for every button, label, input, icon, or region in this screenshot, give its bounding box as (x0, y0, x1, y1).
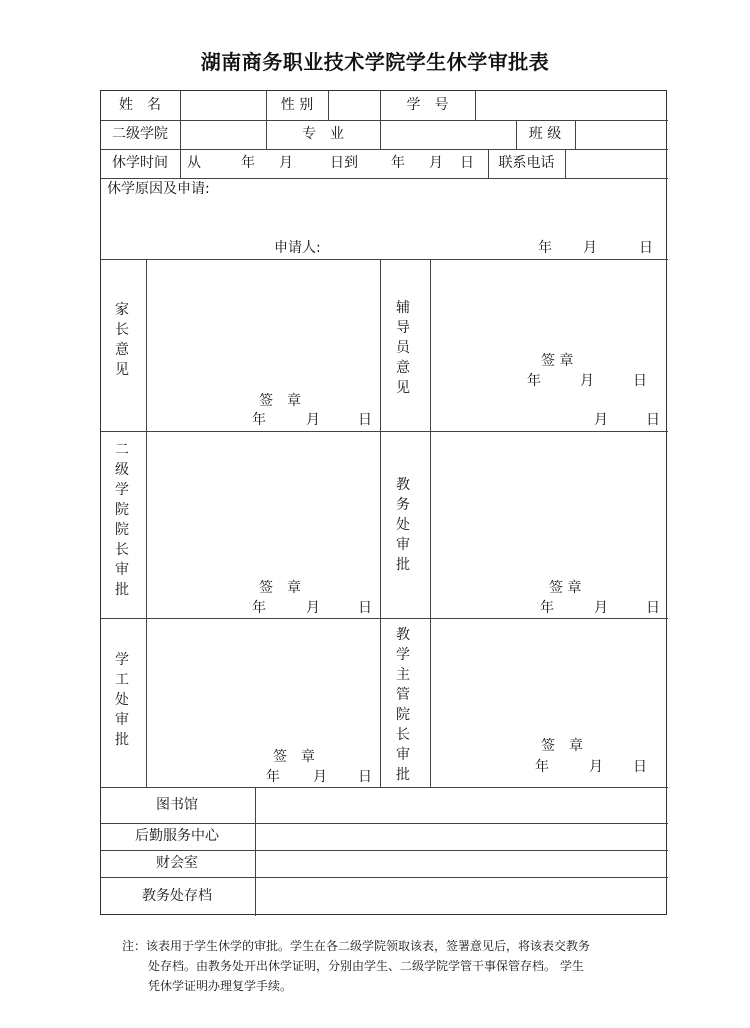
text-month-2: 月 (429, 155, 443, 171)
text-day-to: 日到 (330, 155, 358, 171)
label-name: 姓 名 (119, 97, 161, 113)
vp-year: 年 (535, 759, 549, 775)
label-reason: 休学原因及申请: (107, 181, 210, 197)
footnote (122, 936, 642, 996)
counselor-sign: 签 章 (541, 353, 574, 369)
class-field[interactable] (576, 120, 666, 148)
parent-day: 日 (358, 412, 372, 428)
text-day-2: 日 (460, 155, 474, 171)
dean-month: 月 (306, 600, 320, 616)
academic-month: 月 (594, 600, 608, 616)
label-gender: 性 别 (280, 97, 314, 113)
counselor-month-2: 月 (594, 412, 608, 428)
counselor-day-2: 日 (646, 412, 660, 428)
vp-month: 月 (589, 759, 603, 775)
vp-day: 日 (633, 759, 647, 775)
label-college: 二级学院 (112, 126, 168, 142)
section-student-affairs-label: 学工处审批 (115, 652, 129, 748)
counselor-day: 日 (633, 373, 647, 389)
major-field[interactable] (380, 120, 515, 148)
label-applicant: 申请人: (274, 240, 321, 256)
vp-sign: 签 章 (541, 738, 583, 754)
text-year: 年 (241, 155, 255, 171)
reason-day: 日 (639, 240, 653, 256)
student-affairs-month: 月 (313, 769, 327, 785)
parent-month: 月 (306, 412, 320, 428)
academic-day: 日 (646, 600, 660, 616)
library-field[interactable] (256, 788, 666, 822)
academic-sign: 签 章 (549, 580, 582, 596)
row-divider (101, 178, 668, 179)
student-affairs-sign: 签 章 (273, 749, 315, 765)
label-phone: 联系电话 (498, 155, 555, 171)
section-dean-label: 二级学院院长审批 (115, 442, 129, 598)
counselor-opinion-field[interactable] (431, 260, 666, 428)
parent-sign: 签 章 (259, 393, 301, 409)
reason-month: 月 (583, 240, 597, 256)
student-no-field[interactable] (476, 91, 666, 119)
student-affairs-day: 日 (358, 769, 372, 785)
label-student-no: 学 号 (406, 97, 449, 113)
student-affairs-approval-field[interactable] (147, 619, 379, 785)
archive-field[interactable] (256, 877, 666, 914)
section-counselor-label: 辅导员意见 (396, 300, 410, 396)
footnote-line-3: 凭休学证明办理复学手续。 (148, 979, 293, 993)
reason-textarea[interactable] (104, 200, 664, 234)
phone-field[interactable] (566, 149, 666, 177)
section-academic-label: 教务处审批 (396, 477, 410, 573)
label-period: 休学时间 (112, 155, 168, 171)
counselor-month: 月 (580, 373, 594, 389)
parent-year: 年 (252, 412, 266, 428)
footnote-line-2: 处存档。由教务处开出休学证明，分别由学生、二级学院学管干事保管存档。 学生 (148, 959, 584, 973)
dean-year: 年 (252, 600, 266, 616)
section-parent-label: 家长意见 (115, 302, 129, 378)
label-major: 专 业 (302, 126, 344, 142)
name-field[interactable] (181, 91, 266, 119)
label-library: 图书馆 (156, 797, 198, 813)
text-month: 月 (279, 155, 293, 171)
academic-year: 年 (540, 600, 554, 616)
label-finance: 财会室 (156, 855, 198, 871)
label-logistics: 后勤服务中心 (135, 828, 219, 844)
logistics-field[interactable] (256, 823, 666, 848)
label-class: 班 级 (528, 126, 562, 142)
footnote-line-1: 注：该表用于学生休学的审批。学生在各二级学院领取该表，签署意见后，将该表交教务 (122, 939, 591, 953)
gender-field[interactable] (328, 91, 379, 119)
finance-field[interactable] (256, 850, 666, 875)
college-field[interactable] (181, 120, 266, 148)
counselor-year: 年 (527, 373, 541, 389)
text-year-2: 年 (391, 155, 405, 171)
text-from: 从 (187, 155, 201, 171)
student-affairs-year: 年 (266, 769, 280, 785)
form-title: 湖南商务职业技术学院学生休学审批表 (200, 50, 550, 74)
dean-sign: 签 章 (259, 580, 301, 596)
section-vp-label: 教学主管院长审批 (396, 627, 410, 783)
label-archive: 教务处存档 (142, 888, 212, 904)
dean-day: 日 (358, 600, 372, 616)
reason-year: 年 (538, 240, 552, 256)
